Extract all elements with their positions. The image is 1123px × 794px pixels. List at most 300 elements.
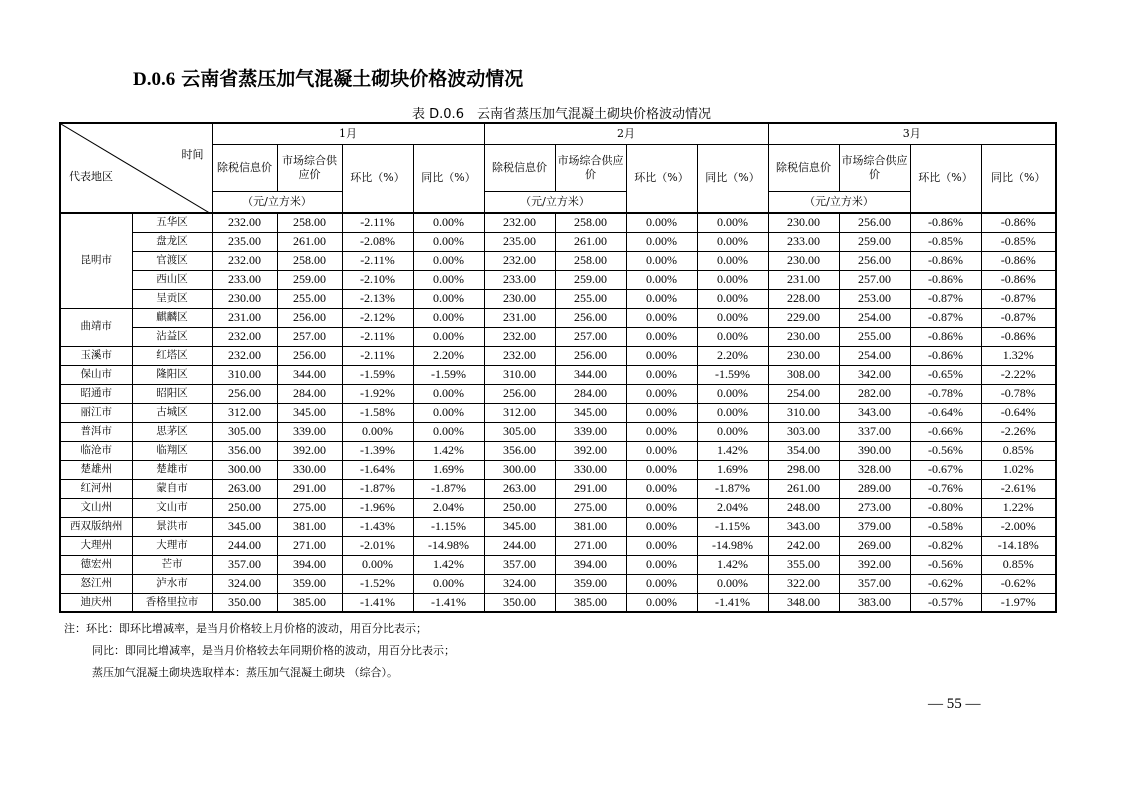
value-cell: 0.00%: [626, 517, 697, 536]
value-cell: 0.00%: [626, 593, 697, 612]
value-cell: 271.00: [555, 536, 626, 555]
value-cell: 1.42%: [697, 555, 768, 574]
value-cell: 275.00: [277, 498, 342, 517]
value-cell: 0.00%: [697, 327, 768, 346]
value-cell: 356.00: [212, 441, 277, 460]
value-cell: 258.00: [277, 251, 342, 270]
value-cell: -1.15%: [413, 517, 484, 536]
district-cell: 楚雄市: [132, 460, 212, 479]
value-cell: -2.01%: [342, 536, 413, 555]
value-cell: 357.00: [839, 574, 910, 593]
value-cell: 291.00: [277, 479, 342, 498]
value-cell: 263.00: [212, 479, 277, 498]
value-cell: 0.00%: [626, 555, 697, 574]
value-cell: 256.00: [484, 384, 555, 403]
value-cell: 233.00: [212, 270, 277, 289]
value-cell: 0.00%: [697, 289, 768, 308]
value-cell: 308.00: [768, 365, 839, 384]
value-cell: 2.04%: [697, 498, 768, 517]
value-cell: -0.86%: [910, 327, 981, 346]
value-cell: -14.18%: [981, 536, 1056, 555]
value-cell: 273.00: [839, 498, 910, 517]
value-cell: 357.00: [484, 555, 555, 574]
value-cell: 232.00: [484, 251, 555, 270]
value-cell: -2.08%: [342, 232, 413, 251]
value-cell: 328.00: [839, 460, 910, 479]
value-cell: 233.00: [768, 232, 839, 251]
value-cell: 354.00: [768, 441, 839, 460]
col-yoy: 同比（%）: [413, 144, 484, 213]
value-cell: 0.00%: [626, 441, 697, 460]
section-heading: [133, 64, 523, 91]
value-cell: 231.00: [212, 308, 277, 327]
value-cell: -0.80%: [910, 498, 981, 517]
value-cell: -2.10%: [342, 270, 413, 289]
value-cell: 0.00%: [626, 327, 697, 346]
value-cell: 232.00: [212, 213, 277, 232]
value-cell: 0.00%: [626, 479, 697, 498]
table-row: [60, 441, 1056, 460]
value-cell: -2.61%: [981, 479, 1056, 498]
value-cell: 2.20%: [697, 346, 768, 365]
value-cell: 0.00%: [626, 308, 697, 327]
table-caption: 表 D.0.6 云南省蒸压加气混凝土砌块价格波动情况: [412, 107, 711, 122]
value-cell: 0.00%: [626, 289, 697, 308]
value-cell: -1.96%: [342, 498, 413, 517]
value-cell: 0.85%: [981, 555, 1056, 574]
table-row: [60, 574, 1056, 593]
value-cell: 345.00: [484, 517, 555, 536]
value-cell: -0.87%: [910, 308, 981, 327]
value-cell: 392.00: [839, 555, 910, 574]
value-cell: 381.00: [555, 517, 626, 536]
value-cell: 0.00%: [626, 232, 697, 251]
value-cell: 230.00: [768, 213, 839, 232]
col-tax-price: 除税信息价: [768, 144, 839, 191]
value-cell: 1.69%: [697, 460, 768, 479]
value-cell: 0.00%: [626, 403, 697, 422]
time-label: 时间: [181, 148, 204, 161]
value-cell: 359.00: [555, 574, 626, 593]
value-cell: 230.00: [768, 346, 839, 365]
value-cell: 330.00: [277, 460, 342, 479]
value-cell: 343.00: [839, 403, 910, 422]
value-cell: 232.00: [212, 251, 277, 270]
value-cell: -1.58%: [342, 403, 413, 422]
value-cell: -0.78%: [981, 384, 1056, 403]
section-title: 云南省蒸压加气混凝土砌块价格波动情况: [181, 68, 524, 90]
value-cell: -1.92%: [342, 384, 413, 403]
table-row: [60, 213, 1056, 232]
value-cell: 2.04%: [413, 498, 484, 517]
city-cell: 玉溪市: [60, 346, 132, 365]
district-cell: 红塔区: [132, 346, 212, 365]
value-cell: 0.00%: [697, 403, 768, 422]
city-cell: 西双版纳州: [60, 517, 132, 536]
value-cell: 271.00: [277, 536, 342, 555]
value-cell: 233.00: [484, 270, 555, 289]
value-cell: 0.00%: [697, 251, 768, 270]
value-cell: 269.00: [839, 536, 910, 555]
value-cell: 0.00%: [413, 574, 484, 593]
table-row: [60, 327, 1056, 346]
value-cell: 303.00: [768, 422, 839, 441]
value-cell: 229.00: [768, 308, 839, 327]
corner-diagonal: [61, 124, 212, 213]
value-cell: 259.00: [555, 270, 626, 289]
value-cell: 0.00%: [697, 213, 768, 232]
value-cell: 385.00: [277, 593, 342, 612]
value-cell: 1.02%: [981, 460, 1056, 479]
value-cell: 0.00%: [697, 574, 768, 593]
value-cell: 344.00: [555, 365, 626, 384]
value-cell: 261.00: [555, 232, 626, 251]
value-cell: -0.86%: [981, 251, 1056, 270]
value-cell: -0.76%: [910, 479, 981, 498]
district-cell: 西山区: [132, 270, 212, 289]
district-cell: 昭阳区: [132, 384, 212, 403]
value-cell: -0.82%: [910, 536, 981, 555]
city-cell: 红河州: [60, 479, 132, 498]
value-cell: -0.64%: [981, 403, 1056, 422]
value-cell: 337.00: [839, 422, 910, 441]
table-row: [60, 460, 1056, 479]
value-cell: 310.00: [768, 403, 839, 422]
value-cell: -0.65%: [910, 365, 981, 384]
value-cell: 0.00%: [697, 270, 768, 289]
table-row: [60, 422, 1056, 441]
value-cell: 250.00: [212, 498, 277, 517]
value-cell: 230.00: [212, 289, 277, 308]
value-cell: 0.00%: [626, 270, 697, 289]
value-cell: 359.00: [277, 574, 342, 593]
value-cell: 310.00: [212, 365, 277, 384]
value-cell: 0.00%: [626, 213, 697, 232]
value-cell: 256.00: [839, 251, 910, 270]
value-cell: -0.86%: [910, 213, 981, 232]
value-cell: 305.00: [484, 422, 555, 441]
value-cell: -1.59%: [413, 365, 484, 384]
city-cell: 普洱市: [60, 422, 132, 441]
city-cell: 昭通市: [60, 384, 132, 403]
value-cell: 312.00: [212, 403, 277, 422]
col-mom: 环比（%）: [626, 144, 697, 213]
city-cell: 临沧市: [60, 441, 132, 460]
value-cell: 289.00: [839, 479, 910, 498]
table-row: [60, 289, 1056, 308]
value-cell: 356.00: [484, 441, 555, 460]
value-cell: 0.00%: [626, 346, 697, 365]
table-row: [60, 308, 1056, 327]
value-cell: -2.13%: [342, 289, 413, 308]
district-cell: 呈贡区: [132, 289, 212, 308]
value-cell: 258.00: [277, 213, 342, 232]
value-cell: 322.00: [768, 574, 839, 593]
note-mom: 注：环比：即环比增减率，是当月价格较上月价格的波动，用百分比表示；: [64, 622, 427, 635]
value-cell: 256.00: [839, 213, 910, 232]
value-cell: 1.42%: [413, 441, 484, 460]
value-cell: 231.00: [768, 270, 839, 289]
value-cell: 244.00: [212, 536, 277, 555]
value-cell: 0.00%: [413, 327, 484, 346]
value-cell: 344.00: [277, 365, 342, 384]
value-cell: 232.00: [212, 346, 277, 365]
col-yoy: 同比（%）: [981, 144, 1056, 213]
corner-header: [60, 123, 212, 213]
value-cell: 343.00: [768, 517, 839, 536]
value-cell: -0.58%: [910, 517, 981, 536]
value-cell: -1.59%: [697, 365, 768, 384]
value-cell: 1.42%: [697, 441, 768, 460]
table-row: [60, 536, 1056, 555]
city-cell: 昆明市: [60, 213, 132, 308]
value-cell: 235.00: [484, 232, 555, 251]
col-mom: 环比（%）: [342, 144, 413, 213]
month-1-header: 1月: [212, 123, 484, 144]
value-cell: 257.00: [555, 327, 626, 346]
district-cell: 景洪市: [132, 517, 212, 536]
value-cell: -0.86%: [981, 327, 1056, 346]
value-cell: 256.00: [555, 308, 626, 327]
region-label: 代表地区: [69, 170, 113, 183]
value-cell: -1.64%: [342, 460, 413, 479]
value-cell: -1.87%: [413, 479, 484, 498]
city-cell: 曲靖市: [60, 308, 132, 346]
value-cell: 0.00%: [697, 232, 768, 251]
value-cell: -0.67%: [910, 460, 981, 479]
value-cell: -2.11%: [342, 327, 413, 346]
value-cell: 258.00: [555, 251, 626, 270]
city-cell: 楚雄州: [60, 460, 132, 479]
value-cell: 0.00%: [626, 574, 697, 593]
table-row: [60, 384, 1056, 403]
value-cell: 0.00%: [413, 403, 484, 422]
value-cell: 261.00: [768, 479, 839, 498]
value-cell: 0.00%: [413, 232, 484, 251]
value-cell: 305.00: [212, 422, 277, 441]
value-cell: -0.62%: [910, 574, 981, 593]
table-notes: [64, 618, 455, 684]
value-cell: 379.00: [839, 517, 910, 536]
value-cell: 230.00: [768, 327, 839, 346]
district-cell: 隆阳区: [132, 365, 212, 384]
value-cell: 232.00: [484, 346, 555, 365]
price-table: [59, 122, 1057, 613]
value-cell: 230.00: [768, 251, 839, 270]
value-cell: 232.00: [484, 213, 555, 232]
value-cell: 231.00: [484, 308, 555, 327]
value-cell: 324.00: [212, 574, 277, 593]
col-market-price: 市场综合供应价: [839, 144, 910, 191]
table-row: [60, 270, 1056, 289]
value-cell: 348.00: [768, 593, 839, 612]
value-cell: -0.86%: [910, 251, 981, 270]
value-cell: 345.00: [212, 517, 277, 536]
value-cell: 339.00: [555, 422, 626, 441]
city-cell: 文山州: [60, 498, 132, 517]
table-row: [60, 593, 1056, 612]
month-2-header: 2月: [484, 123, 768, 144]
value-cell: 0.00%: [413, 422, 484, 441]
value-cell: 310.00: [484, 365, 555, 384]
value-cell: -0.56%: [910, 555, 981, 574]
district-cell: 麒麟区: [132, 308, 212, 327]
value-cell: 256.00: [212, 384, 277, 403]
unit-label: （元/立方米）: [212, 191, 342, 213]
value-cell: -0.87%: [981, 289, 1056, 308]
district-cell: 思茅区: [132, 422, 212, 441]
note-sample: 蒸压加气混凝土砌块选取样本：蒸压加气混凝土砌块 （综合）。: [92, 666, 398, 679]
value-cell: -1.97%: [981, 593, 1056, 612]
district-cell: 芒市: [132, 555, 212, 574]
value-cell: 258.00: [555, 213, 626, 232]
value-cell: -14.98%: [697, 536, 768, 555]
value-cell: 312.00: [484, 403, 555, 422]
value-cell: -0.78%: [910, 384, 981, 403]
col-mom: 环比（%）: [910, 144, 981, 213]
value-cell: 298.00: [768, 460, 839, 479]
value-cell: -0.87%: [910, 289, 981, 308]
value-cell: -0.62%: [981, 574, 1056, 593]
value-cell: 0.00%: [697, 308, 768, 327]
value-cell: 0.00%: [342, 555, 413, 574]
col-tax-price: 除税信息价: [484, 144, 555, 191]
value-cell: -2.11%: [342, 251, 413, 270]
value-cell: -14.98%: [413, 536, 484, 555]
value-cell: 254.00: [839, 308, 910, 327]
value-cell: 255.00: [839, 327, 910, 346]
value-cell: 263.00: [484, 479, 555, 498]
table-row: [60, 498, 1056, 517]
value-cell: 355.00: [768, 555, 839, 574]
value-cell: 390.00: [839, 441, 910, 460]
value-cell: 0.00%: [413, 384, 484, 403]
section-code: D.0.6: [133, 69, 176, 90]
note-yoy: 同比：即同比增减率，是当月价格较去年同期价格的波动，用百分比表示；: [92, 644, 455, 657]
value-cell: -2.00%: [981, 517, 1056, 536]
value-cell: 392.00: [277, 441, 342, 460]
value-cell: 259.00: [839, 232, 910, 251]
value-cell: 0.00%: [413, 289, 484, 308]
col-market-price: 市场综合供应价: [555, 144, 626, 191]
value-cell: -0.86%: [910, 346, 981, 365]
city-cell: 保山市: [60, 365, 132, 384]
value-cell: 230.00: [484, 289, 555, 308]
value-cell: 0.00%: [626, 365, 697, 384]
district-cell: 大理市: [132, 536, 212, 555]
value-cell: 275.00: [555, 498, 626, 517]
value-cell: -0.86%: [910, 270, 981, 289]
value-cell: 242.00: [768, 536, 839, 555]
table-row: [60, 346, 1056, 365]
value-cell: 256.00: [277, 346, 342, 365]
value-cell: 345.00: [277, 403, 342, 422]
value-cell: 324.00: [484, 574, 555, 593]
value-cell: 0.00%: [413, 213, 484, 232]
value-cell: 254.00: [839, 346, 910, 365]
district-cell: 官渡区: [132, 251, 212, 270]
value-cell: 0.00%: [413, 308, 484, 327]
city-cell: 德宏州: [60, 555, 132, 574]
value-cell: -2.11%: [342, 213, 413, 232]
col-tax-price: 除税信息价: [212, 144, 277, 191]
city-cell: 迪庆州: [60, 593, 132, 612]
value-cell: 0.00%: [626, 384, 697, 403]
table-row: [60, 517, 1056, 536]
value-cell: 342.00: [839, 365, 910, 384]
value-cell: 1.32%: [981, 346, 1056, 365]
page-number: — 55 —: [928, 696, 981, 712]
col-yoy: 同比（%）: [697, 144, 768, 213]
district-cell: 古城区: [132, 403, 212, 422]
value-cell: 244.00: [484, 536, 555, 555]
value-cell: -2.26%: [981, 422, 1056, 441]
value-cell: 350.00: [484, 593, 555, 612]
value-cell: 261.00: [277, 232, 342, 251]
district-cell: 蒙自市: [132, 479, 212, 498]
unit-label: （元/立方米）: [484, 191, 626, 213]
value-cell: 0.00%: [626, 460, 697, 479]
value-cell: 248.00: [768, 498, 839, 517]
value-cell: 254.00: [768, 384, 839, 403]
value-cell: 257.00: [277, 327, 342, 346]
value-cell: -1.39%: [342, 441, 413, 460]
value-cell: 350.00: [212, 593, 277, 612]
value-cell: -0.57%: [910, 593, 981, 612]
value-cell: 255.00: [555, 289, 626, 308]
value-cell: -0.85%: [981, 232, 1056, 251]
value-cell: 381.00: [277, 517, 342, 536]
value-cell: 253.00: [839, 289, 910, 308]
value-cell: 0.00%: [413, 251, 484, 270]
district-cell: 临翔区: [132, 441, 212, 460]
value-cell: -2.12%: [342, 308, 413, 327]
value-cell: 0.00%: [342, 422, 413, 441]
table-row: [60, 251, 1056, 270]
col-market-price: 市场综合供应价: [277, 144, 342, 191]
value-cell: 300.00: [212, 460, 277, 479]
value-cell: 357.00: [212, 555, 277, 574]
value-cell: -0.87%: [981, 308, 1056, 327]
value-cell: 1.42%: [413, 555, 484, 574]
district-cell: 沾益区: [132, 327, 212, 346]
value-cell: 0.00%: [697, 384, 768, 403]
value-cell: -1.15%: [697, 517, 768, 536]
unit-label: （元/立方米）: [768, 191, 910, 213]
value-cell: 257.00: [839, 270, 910, 289]
value-cell: 256.00: [277, 308, 342, 327]
value-cell: -0.85%: [910, 232, 981, 251]
month-3-header: 3月: [768, 123, 1056, 144]
value-cell: 394.00: [277, 555, 342, 574]
value-cell: 0.00%: [626, 251, 697, 270]
value-cell: 228.00: [768, 289, 839, 308]
value-cell: 330.00: [555, 460, 626, 479]
value-cell: 256.00: [555, 346, 626, 365]
value-cell: 291.00: [555, 479, 626, 498]
table-row: [60, 365, 1056, 384]
value-cell: 232.00: [484, 327, 555, 346]
value-cell: -2.22%: [981, 365, 1056, 384]
value-cell: -1.59%: [342, 365, 413, 384]
city-cell: 大理州: [60, 536, 132, 555]
value-cell: 259.00: [277, 270, 342, 289]
value-cell: -0.86%: [981, 213, 1056, 232]
value-cell: -0.86%: [981, 270, 1056, 289]
value-cell: 383.00: [839, 593, 910, 612]
value-cell: 300.00: [484, 460, 555, 479]
value-cell: 394.00: [555, 555, 626, 574]
